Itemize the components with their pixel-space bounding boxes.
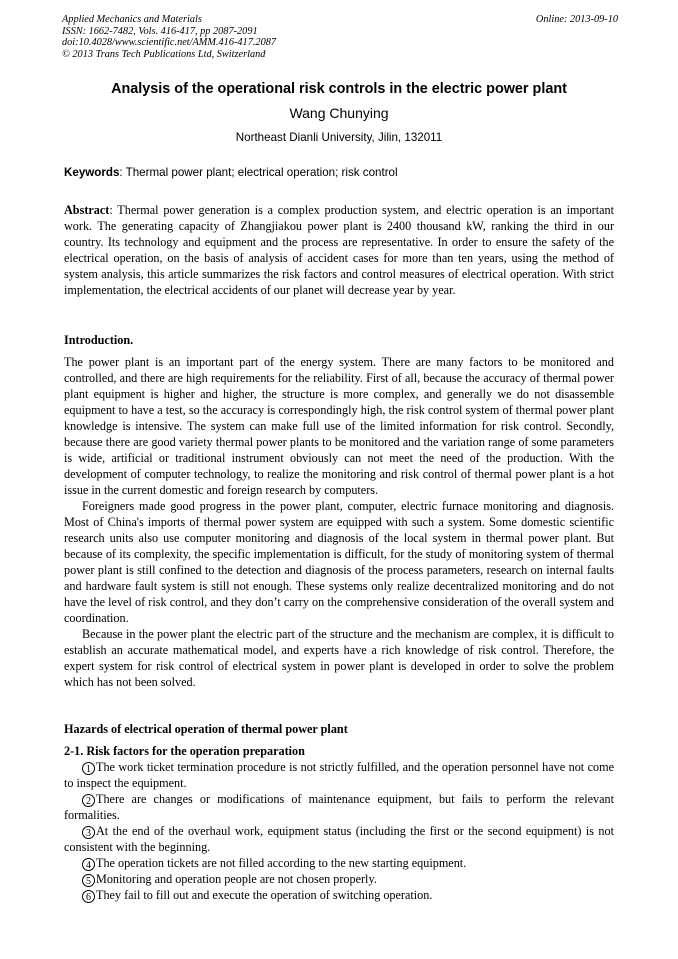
online-date: Online: 2013-09-10 — [535, 14, 618, 25]
circled-number: 4 — [82, 858, 95, 871]
keywords-text: : Thermal power plant; electrical operation; risk control — [119, 166, 398, 179]
abstract-block — [64, 202, 614, 298]
introduction-body — [64, 354, 614, 690]
circled-number: 5 — [82, 874, 95, 887]
keywords-line — [64, 165, 616, 180]
journal-copyright: © 2013 Trans Tech Publications Ltd, Switzerland — [62, 48, 266, 60]
paper-title: Analysis of the operational risk controls in the electric power plant — [111, 81, 567, 97]
risk-factor-text: At the end of the overhaul work, equipment status (including the first or the second equipment) is not consistent with the beginning. — [64, 824, 614, 854]
hazards-heading: Hazards of electrical operation of thermal power plant — [64, 722, 348, 736]
keywords-label: Keywords — [64, 166, 120, 179]
risk-factor-item — [64, 855, 614, 871]
risk-factors-subheading: 2-1. Risk factors for the operation preparation — [64, 744, 305, 758]
introduction-paragraph: The power plant is an important part of the energy system. There are many factors to be monitored and controlled, and there are high requirements for the reliability. First of all, because the accuracy of thermal power plant equipment is higher and higher, the structure is more complex, and generally we do not disassemble equipment to have a test, so the accuracy is correspondingly high, the risk control system of thermal power plant knowledge is intensive. The system can make full use of the limited information for risk control. Secondly, because there are good variety thermal power plants to be monitored and the variation range of some parameters is wide, artificial or traditional instrument obviously can not meet the need of the production. With the development of computer technology, to realize the monitoring and risk control of thermal power plant is a hot issue in the current domestic and foreign research by computers. — [64, 355, 614, 497]
introduction-paragraph: Foreigners made good progress in the power plant, computer, electric furnace monitoring and diagnosis. Most of China's imports of thermal power system are equipped with such a system. Some domestic scientific research units also use computer monitoring and diagnosis of the local system in thermal power plant. But because of its complexity, the specific implementation is difficult, for the study of monitoring system of thermal power plant is still confined to the detection and diagnosis of the process parameters, research on internal faults and hardware fault system is still not enough. These systems only realize decentralized monitoring and do not have the level of risk control, and they don’t carry on the comprehensive consideration of the overall system and coordination. — [64, 499, 614, 625]
circled-number: 6 — [82, 890, 95, 903]
journal-doi[interactable]: doi:10.4028/www.scientific.net/AMM.416-417.2087 — [62, 37, 277, 49]
journal-name: Applied Mechanics and Materials — [62, 14, 202, 25]
risk-factor-item — [64, 871, 614, 887]
paper-affiliation: Northeast Dianli University, Jilin, 132011 — [235, 131, 443, 144]
paper-author: Wang Chunying — [289, 105, 389, 121]
risk-factor-text: There are changes or modifications of maintenance equipment, but fails to perform the relevant formalities. — [64, 792, 614, 822]
risk-factor-text: The work ticket termination procedure is not strictly fulfilled, and the operation personnel have not come to inspect the equipment. — [64, 760, 614, 790]
risk-factor-text: The operation tickets are not filled according to the new starting equipment. — [96, 856, 467, 870]
risk-factor-text: They fail to fill out and execute the operation of switching operation. — [96, 888, 433, 902]
circled-number: 1 — [82, 762, 95, 775]
abstract-text: : Thermal power generation is a complex production system, and electric operation is an important work. The generating capacity of Zhangjiakou power plant is 2400 thousand kW, ranking the third in our country. Its technology and equipment and the process are representative. In order to ensure the safety of the electrical operation, on the basis of analysis of accident cases for more than ten years, using the method of system analysis, this article summarizes the risk factors and control measures of electrical operation. With strict implementation, the electrical accidents of our planet will decrease year by year. — [64, 203, 614, 297]
journal-header — [62, 14, 618, 60]
introduction-heading: Introduction. — [64, 333, 134, 347]
risk-factor-item — [64, 823, 614, 855]
risk-factor-item — [64, 887, 614, 903]
risk-factor-list — [64, 759, 614, 903]
risk-factor-item — [64, 791, 614, 823]
circled-number: 2 — [82, 794, 95, 807]
circled-number: 3 — [82, 826, 95, 839]
risk-factor-text: Monitoring and operation people are not chosen properly. — [96, 872, 377, 886]
journal-issn: ISSN: 1662-7482, Vols. 416-417, pp 2087-2091 — [62, 25, 258, 37]
risk-factor-item — [64, 759, 614, 791]
abstract-label: Abstract — [64, 203, 110, 217]
introduction-paragraph: Because in the power plant the electric part of the structure and the mechanism are complex, it is difficult to establish an accurate mathematical model, and experts have a rich knowledge of risk control. Therefore, the expert system for risk control of electrical system in power plant is developed in order to solve the problem which has not been solved. — [64, 627, 614, 689]
